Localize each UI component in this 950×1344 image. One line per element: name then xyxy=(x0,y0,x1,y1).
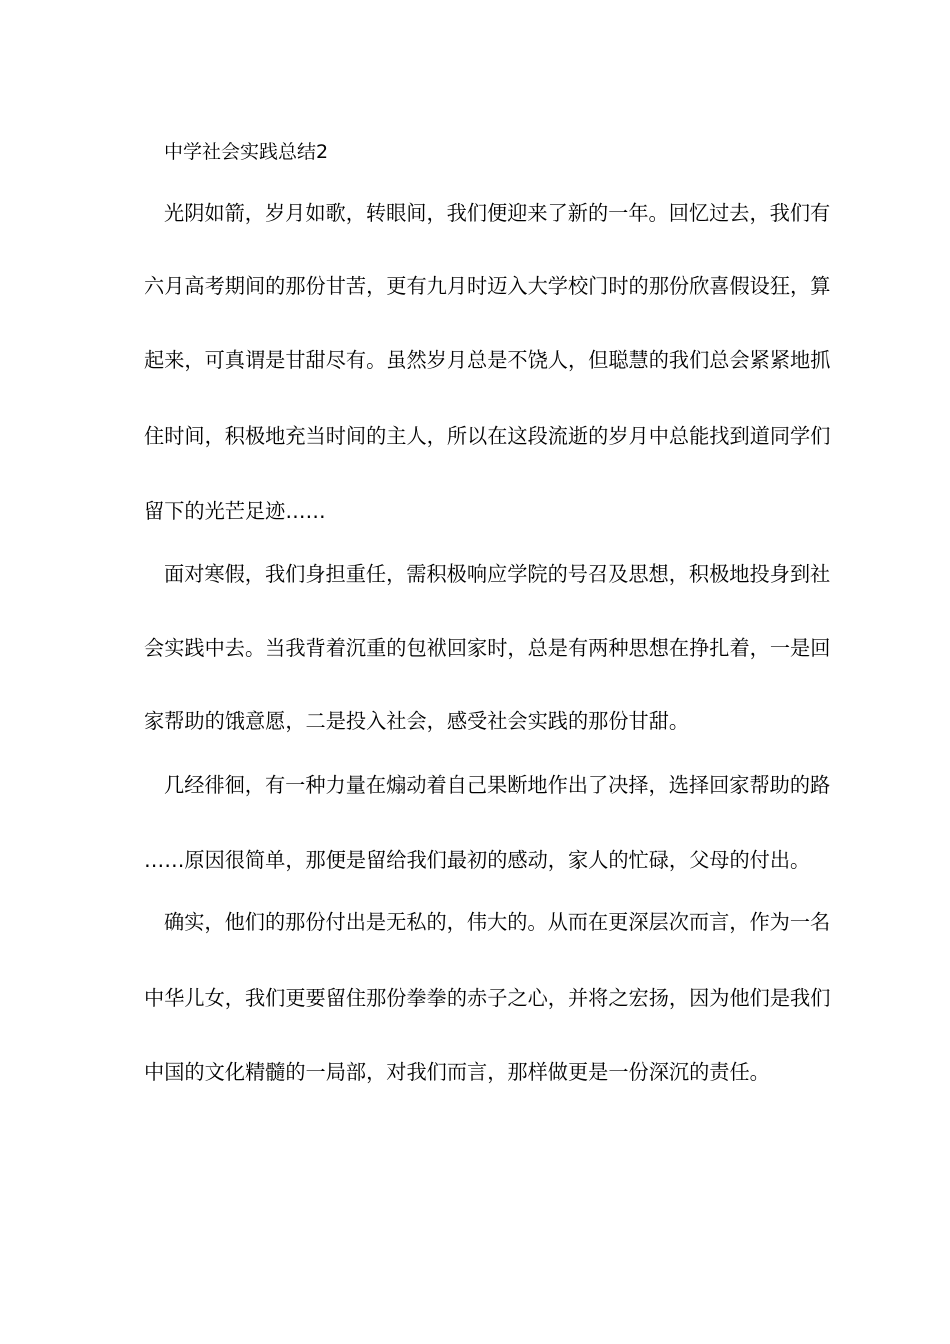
paragraph-line: 确实，他们的那份付出是无私的，伟大的。从而在更深层次而言，作为一名 xyxy=(164,910,831,934)
paragraph-line: 留下的光芒足迹…… xyxy=(144,499,326,523)
paragraph-line: 六月高考期间的那份甘苦，更有九月时迈入大学校门时的那份欣喜假设狂，算 xyxy=(144,274,831,298)
paragraph-line: 起来，可真谓是甘甜尽有。虽然岁月总是不饶人，但聪慧的我们总会紧紧地抓 xyxy=(144,348,831,372)
paragraph-line: 住时间，积极地充当时间的主人，所以在这段流逝的岁月中总能找到道同学们 xyxy=(144,424,831,448)
paragraph-line: ……原因很简单，那便是留给我们最初的感动，家人的忙碌，父母的付出。 xyxy=(144,848,811,872)
paragraph-line: 家帮助的饿意愿，二是投入社会，感受社会实践的那份甘甜。 xyxy=(144,709,690,733)
paragraph-line: 面对寒假，我们身担重任，需积极响应学院的号召及思想，积极地投身到社 xyxy=(164,562,831,586)
document-title: 中学社会实践总结2 xyxy=(164,141,329,163)
paragraph-line: 光阴如箭，岁月如歌，转眼间，我们便迎来了新的一年。回忆过去，我们有 xyxy=(164,201,831,225)
paragraph-line: 中华儿女，我们更要留住那份拳拳的赤子之心，并将之宏扬，因为他们是我们 xyxy=(144,986,831,1010)
paragraph-line: 中国的文化精髓的一局部，对我们而言，那样做更是一份深沉的责任。 xyxy=(144,1060,770,1084)
paragraph-line: 会实践中去。当我背着沉重的包袱回家时，总是有两种思想在挣扎着，一是回 xyxy=(144,636,831,660)
paragraph-line: 几经徘徊，有一种力量在煽动着自己果断地作出了决择，选择回家帮助的路 xyxy=(164,773,831,797)
